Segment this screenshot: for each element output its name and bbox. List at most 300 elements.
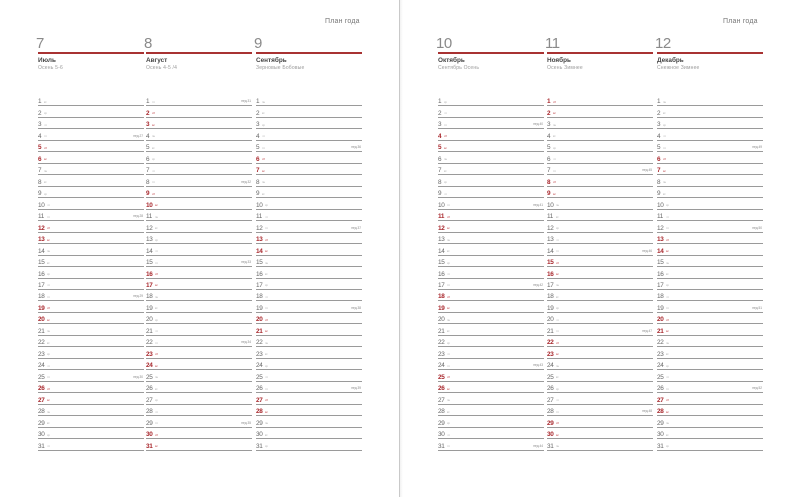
day-row[interactable] [38, 175, 144, 186]
day-number: 3 [256, 121, 260, 129]
day-number: 5 [146, 144, 150, 152]
day-row[interactable] [657, 439, 763, 450]
day-row[interactable] [657, 279, 763, 290]
day-row[interactable] [38, 187, 144, 198]
day-row[interactable] [146, 129, 252, 140]
day-number: 3 [38, 121, 42, 129]
day-row[interactable] [146, 95, 252, 106]
day-row[interactable] [146, 106, 252, 117]
day-number: 1 [146, 98, 150, 106]
day-row[interactable] [38, 416, 144, 427]
day-row[interactable] [438, 233, 544, 244]
day-number: 22 [38, 339, 45, 347]
day-row[interactable] [438, 439, 544, 450]
day-row[interactable] [547, 106, 653, 117]
weekday-label: пн [666, 260, 670, 265]
day-row[interactable] [38, 290, 144, 301]
day-row[interactable] [547, 439, 653, 450]
day-row[interactable] [256, 313, 362, 324]
weekday-label: пт [553, 168, 556, 173]
weekday-label: вс [553, 191, 556, 196]
day-row[interactable] [146, 359, 252, 370]
day-row[interactable] [547, 256, 653, 267]
day-row[interactable] [438, 267, 544, 278]
day-row[interactable] [657, 152, 763, 163]
day-row[interactable] [146, 152, 252, 163]
month-subtitle: Осень 5-6 [38, 64, 63, 71]
day-row[interactable] [547, 129, 653, 140]
day-row[interactable] [657, 336, 763, 347]
weekday-label: пт [666, 386, 669, 391]
day-row[interactable] [256, 393, 362, 404]
day-row[interactable] [438, 118, 544, 129]
day-row[interactable] [657, 164, 763, 175]
day-number: 31 [38, 442, 45, 450]
day-row[interactable] [38, 347, 144, 358]
day-row[interactable] [657, 118, 763, 129]
weekday-label: ср [447, 260, 450, 265]
month-subtitle: Снежное Зимнее [657, 64, 700, 71]
day-row[interactable] [547, 359, 653, 370]
day-row[interactable] [438, 152, 544, 163]
weekday-label: пт [262, 145, 265, 150]
day-row[interactable] [256, 336, 362, 347]
weekday-label: вт [47, 260, 50, 265]
week-number: нед.34 [241, 340, 251, 345]
day-row[interactable] [438, 141, 544, 152]
day-row[interactable] [438, 164, 544, 175]
day-number: 26 [38, 385, 45, 393]
day-row[interactable] [547, 405, 653, 416]
weekday-label: сб [47, 386, 51, 391]
weekday-label: пн [155, 375, 159, 380]
day-row[interactable] [146, 313, 252, 324]
day-row[interactable] [547, 324, 653, 335]
day-row[interactable] [38, 279, 144, 290]
day-row[interactable] [38, 301, 144, 312]
day-row[interactable] [146, 290, 252, 301]
day-row[interactable] [547, 175, 653, 186]
day-number: 18 [38, 293, 45, 301]
day-list [547, 95, 653, 451]
day-row[interactable] [438, 324, 544, 335]
weekday-label: пн [447, 237, 451, 242]
day-row[interactable] [547, 267, 653, 278]
day-row[interactable] [38, 129, 144, 140]
day-row[interactable] [256, 267, 362, 278]
day-number: 29 [256, 419, 263, 427]
day-row[interactable] [438, 106, 544, 117]
day-row[interactable] [256, 106, 362, 117]
day-row[interactable] [146, 393, 252, 404]
day-row[interactable] [438, 279, 544, 290]
month-rule [657, 52, 763, 54]
day-row[interactable] [256, 405, 362, 416]
day-row[interactable] [256, 221, 362, 232]
day-number: 13 [38, 236, 45, 244]
weekday-label: пн [556, 203, 560, 208]
day-row[interactable] [438, 370, 544, 381]
day-row[interactable] [438, 301, 544, 312]
weekday-label: сб [444, 134, 448, 139]
weekday-label: пн [663, 99, 667, 104]
day-row[interactable] [547, 164, 653, 175]
day-row[interactable] [547, 393, 653, 404]
day-row[interactable] [657, 210, 763, 221]
day-row[interactable] [38, 233, 144, 244]
day-number: 2 [38, 109, 42, 117]
weekday-label: ср [553, 145, 556, 150]
day-number: 1 [657, 98, 661, 106]
weekday-label: чт [155, 249, 158, 254]
day-row[interactable] [146, 416, 252, 427]
day-row[interactable] [547, 198, 653, 209]
day-row[interactable] [256, 428, 362, 439]
day-row[interactable] [146, 347, 252, 358]
day-row[interactable] [38, 221, 144, 232]
weekday-label: пт [556, 249, 559, 254]
day-row[interactable] [547, 428, 653, 439]
day-number: 24 [38, 362, 45, 370]
day-row[interactable] [256, 347, 362, 358]
day-number: 17 [547, 281, 554, 289]
day-row[interactable] [657, 267, 763, 278]
day-row[interactable] [256, 129, 362, 140]
day-row[interactable] [38, 382, 144, 393]
day-number: 13 [657, 236, 664, 244]
day-number: 15 [657, 259, 664, 267]
day-row[interactable] [146, 233, 252, 244]
day-row[interactable] [547, 290, 653, 301]
day-row[interactable] [38, 336, 144, 347]
weekday-label: ср [44, 111, 47, 116]
day-row[interactable] [547, 301, 653, 312]
day-row[interactable] [657, 359, 763, 370]
day-row[interactable] [657, 382, 763, 393]
day-row[interactable] [547, 118, 653, 129]
weekday-label: пт [666, 226, 669, 231]
day-row[interactable] [38, 267, 144, 278]
day-number: 24 [547, 362, 554, 370]
weekday-label: вт [262, 191, 265, 196]
day-row[interactable] [438, 210, 544, 221]
day-row[interactable] [547, 95, 653, 106]
day-row[interactable] [438, 336, 544, 347]
day-number: 16 [547, 270, 554, 278]
week-number: нед.47 [642, 328, 652, 333]
day-row[interactable] [146, 428, 252, 439]
day-row[interactable] [256, 290, 362, 301]
day-number: 16 [657, 270, 664, 278]
month-number: 11 [545, 35, 560, 52]
weekday-label: ср [666, 283, 669, 288]
day-row[interactable] [256, 175, 362, 186]
weekday-label: вт [155, 226, 158, 231]
day-row[interactable] [146, 256, 252, 267]
weekday-label: пт [44, 134, 47, 139]
day-row[interactable] [657, 393, 763, 404]
weekday-label: пн [152, 134, 156, 139]
day-number: 5 [547, 144, 551, 152]
day-row[interactable] [438, 416, 544, 427]
day-row[interactable] [146, 405, 252, 416]
day-number: 20 [146, 316, 153, 324]
day-row[interactable] [146, 382, 252, 393]
day-row[interactable] [547, 221, 653, 232]
weekday-label: вт [47, 421, 50, 426]
weekday-label: ср [265, 203, 268, 208]
day-row[interactable] [38, 370, 144, 381]
day-row[interactable] [657, 416, 763, 427]
day-row[interactable] [657, 221, 763, 232]
day-row[interactable] [38, 118, 144, 129]
day-row[interactable] [256, 95, 362, 106]
weekday-label: ср [155, 398, 158, 403]
weekday-label: чт [47, 283, 50, 288]
day-number: 12 [438, 224, 445, 232]
day-number: 3 [146, 121, 150, 129]
day-number: 19 [256, 304, 263, 312]
day-row[interactable] [657, 324, 763, 335]
day-number: 29 [146, 419, 153, 427]
weekday-label: пт [666, 306, 669, 311]
day-row[interactable] [38, 428, 144, 439]
right-page-heading: План года [723, 18, 758, 25]
day-row[interactable] [657, 290, 763, 301]
month-rule [38, 52, 144, 54]
day-row[interactable] [256, 164, 362, 175]
day-row[interactable] [657, 141, 763, 152]
day-row[interactable] [38, 439, 144, 450]
day-row[interactable] [438, 347, 544, 358]
weekday-label: сб [666, 398, 670, 403]
day-row[interactable] [657, 95, 763, 106]
day-row[interactable] [38, 198, 144, 209]
day-row[interactable] [657, 428, 763, 439]
weekday-label: ср [666, 203, 669, 208]
week-number: нед.45 [642, 168, 652, 173]
day-row[interactable] [547, 382, 653, 393]
day-row[interactable] [438, 244, 544, 255]
day-number: 10 [438, 201, 445, 209]
month-name: Август [146, 56, 168, 64]
day-row[interactable] [38, 359, 144, 370]
day-number: 8 [438, 178, 442, 186]
day-row[interactable] [547, 313, 653, 324]
day-row[interactable] [547, 336, 653, 347]
day-row[interactable] [657, 370, 763, 381]
day-row[interactable] [438, 198, 544, 209]
day-row[interactable] [146, 267, 252, 278]
day-row[interactable] [438, 405, 544, 416]
day-row[interactable] [38, 164, 144, 175]
day-row[interactable] [547, 279, 653, 290]
day-row[interactable] [438, 175, 544, 186]
day-number: 4 [38, 132, 42, 140]
day-row[interactable] [256, 198, 362, 209]
day-row[interactable] [38, 95, 144, 106]
day-row[interactable] [256, 324, 362, 335]
day-number: 20 [657, 316, 664, 324]
day-row[interactable] [146, 187, 252, 198]
day-row[interactable] [256, 416, 362, 427]
day-row[interactable] [438, 129, 544, 140]
day-row[interactable] [438, 382, 544, 393]
day-row[interactable] [657, 198, 763, 209]
day-row[interactable] [38, 210, 144, 221]
weekday-label: вт [663, 111, 666, 116]
day-number: 8 [547, 178, 551, 186]
day-row[interactable] [547, 347, 653, 358]
day-row[interactable] [657, 405, 763, 416]
day-number: 19 [547, 304, 554, 312]
day-number: 21 [547, 327, 554, 335]
day-row[interactable] [256, 244, 362, 255]
day-row[interactable] [657, 244, 763, 255]
weekday-label: сб [152, 191, 156, 196]
day-number: 5 [256, 144, 260, 152]
day-row[interactable] [438, 95, 544, 106]
day-number: 22 [146, 339, 153, 347]
day-row[interactable] [547, 370, 653, 381]
weekday-label: чт [265, 294, 268, 299]
day-number: 29 [657, 419, 664, 427]
day-row[interactable] [256, 359, 362, 370]
day-number: 14 [38, 247, 45, 255]
weekday-label: чт [265, 375, 268, 380]
day-row[interactable] [547, 187, 653, 198]
day-row[interactable] [146, 198, 252, 209]
day-row[interactable] [657, 313, 763, 324]
day-row[interactable] [657, 129, 763, 140]
day-row[interactable] [438, 359, 544, 370]
day-number: 26 [146, 385, 153, 393]
day-row[interactable] [38, 324, 144, 335]
day-row[interactable] [547, 152, 653, 163]
day-row[interactable] [438, 221, 544, 232]
weekday-label: пт [447, 283, 450, 288]
day-row[interactable] [547, 210, 653, 221]
weekday-label: чт [556, 317, 559, 322]
day-row[interactable] [256, 210, 362, 221]
day-number: 4 [438, 132, 442, 140]
day-row[interactable] [146, 164, 252, 175]
day-row[interactable] [657, 347, 763, 358]
day-row[interactable] [146, 324, 252, 335]
day-row[interactable] [146, 175, 252, 186]
day-row[interactable] [146, 301, 252, 312]
day-row[interactable] [256, 370, 362, 381]
day-number: 5 [438, 144, 442, 152]
day-row[interactable] [38, 152, 144, 163]
day-row[interactable] [146, 336, 252, 347]
day-row[interactable] [547, 233, 653, 244]
day-row[interactable] [547, 141, 653, 152]
day-row[interactable] [438, 428, 544, 439]
day-number: 6 [547, 155, 551, 163]
day-row[interactable] [146, 279, 252, 290]
day-row[interactable] [547, 244, 653, 255]
day-row[interactable] [256, 141, 362, 152]
weekday-label: сб [265, 237, 269, 242]
day-row[interactable] [256, 439, 362, 450]
day-row[interactable] [256, 233, 362, 244]
day-row[interactable] [256, 301, 362, 312]
day-row[interactable] [256, 382, 362, 393]
weekday-label: сб [556, 421, 560, 426]
weekday-label: сб [47, 306, 51, 311]
day-row[interactable] [146, 244, 252, 255]
day-row[interactable] [146, 210, 252, 221]
month-rule [547, 52, 653, 54]
day-row[interactable] [146, 141, 252, 152]
weekday-label: сб [152, 111, 156, 116]
day-number: 22 [256, 339, 263, 347]
day-row[interactable] [657, 106, 763, 117]
month-name: Ноябрь [547, 56, 571, 64]
day-row[interactable] [438, 187, 544, 198]
day-row[interactable] [657, 187, 763, 198]
day-row[interactable] [146, 118, 252, 129]
weekday-label: вт [556, 214, 559, 219]
day-number: 24 [438, 362, 445, 370]
month-subtitle: Сентябрь Осень [438, 64, 480, 71]
day-row[interactable] [38, 405, 144, 416]
week-number: нед.42 [533, 282, 543, 287]
day-number: 21 [657, 327, 664, 335]
day-row[interactable] [657, 175, 763, 186]
weekday-label: чт [447, 352, 450, 357]
day-list [38, 95, 144, 451]
day-row[interactable] [438, 393, 544, 404]
month-column [254, 35, 362, 450]
day-row[interactable] [38, 313, 144, 324]
day-number: 21 [256, 327, 263, 335]
day-row[interactable] [657, 233, 763, 244]
day-row[interactable] [547, 416, 653, 427]
day-number: 1 [38, 98, 42, 106]
day-row[interactable] [256, 152, 362, 163]
day-row[interactable] [438, 256, 544, 267]
day-row[interactable] [38, 106, 144, 117]
day-row[interactable] [38, 244, 144, 255]
weekday-label: пт [265, 386, 268, 391]
day-number: 22 [547, 339, 554, 347]
month-subtitle: Осень 4-5 /4 [146, 64, 178, 71]
weekday-label: вт [155, 306, 158, 311]
day-row[interactable] [256, 118, 362, 129]
day-row[interactable] [256, 187, 362, 198]
day-row[interactable] [146, 439, 252, 450]
week-number: нед.48 [642, 409, 652, 414]
day-row[interactable] [38, 141, 144, 152]
day-number: 27 [657, 396, 664, 404]
weekday-label: вт [447, 409, 450, 414]
day-row[interactable] [146, 221, 252, 232]
day-row[interactable] [657, 256, 763, 267]
day-row[interactable] [38, 256, 144, 267]
weekday-label: вт [666, 352, 669, 357]
day-row[interactable] [438, 313, 544, 324]
day-row[interactable] [438, 290, 544, 301]
day-row[interactable] [146, 370, 252, 381]
day-row[interactable] [256, 279, 362, 290]
day-row[interactable] [256, 256, 362, 267]
day-row[interactable] [657, 301, 763, 312]
day-row[interactable] [38, 393, 144, 404]
day-number: 4 [146, 132, 150, 140]
weekday-label: вс [262, 168, 265, 173]
